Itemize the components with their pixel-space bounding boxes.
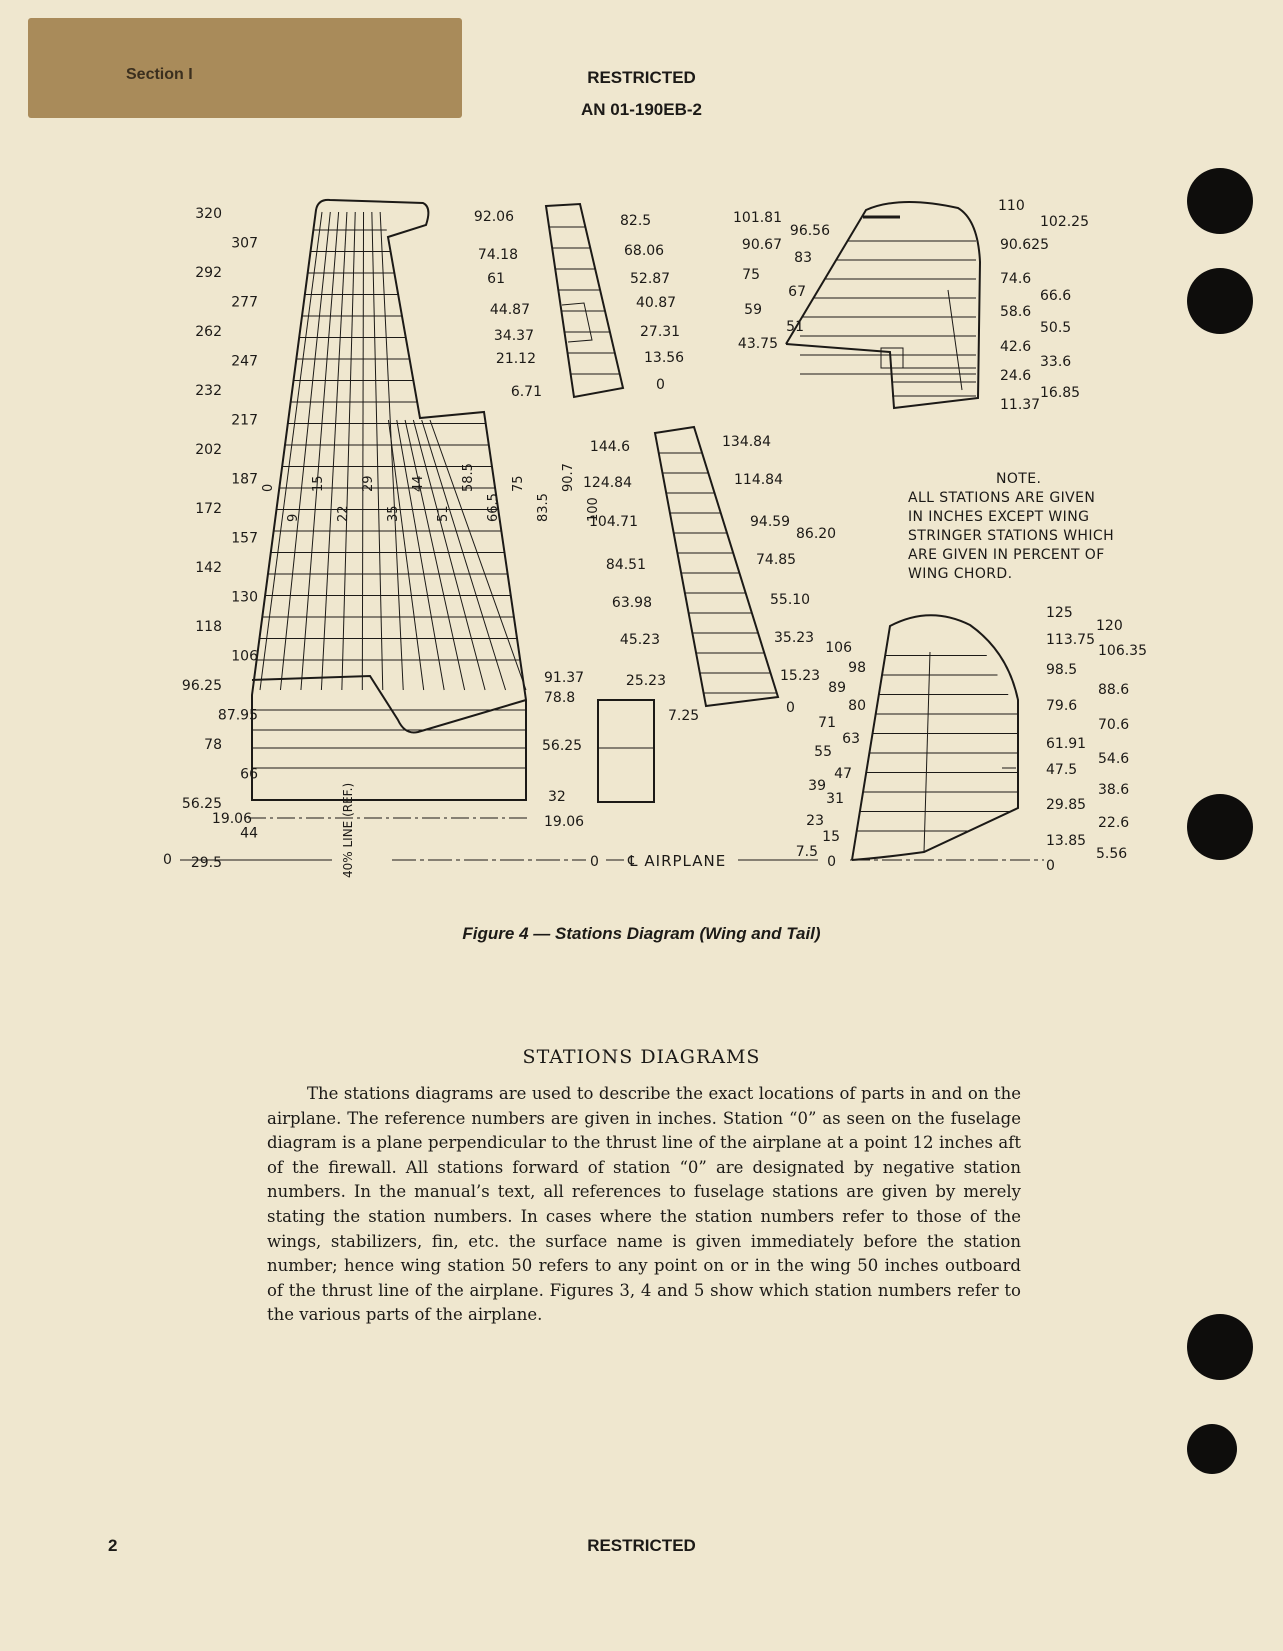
aileron-station-label: 82.5 [620,213,652,229]
fin-station-label: 16.85 [1040,385,1081,401]
chord-percent-label: 35 [386,505,401,522]
flap-section-detail [598,700,654,802]
wing-station-label: 202 [195,442,222,458]
fin-station-label: 110 [998,198,1025,214]
wing-station-label: 130 [231,589,258,606]
stabilizer-station-label: 54.6 [1098,751,1130,767]
wing-stringer [397,420,444,690]
fin-station-label: 83 [794,250,812,266]
fin-station-label: 24.6 [1000,368,1032,384]
fin-station-label: 43.75 [737,336,778,352]
stabilizer-station-label: 106 [825,640,852,656]
wing-station-label: 19.06 [544,814,585,830]
chord-percent-label: 44 [411,475,426,492]
wing-station-label: 32 [548,789,566,805]
wing-station-label: 232 [195,383,222,399]
wing-stringers [260,212,526,690]
wing-station-label: 307 [231,235,258,252]
flap-station-label: 0 [786,700,795,716]
fin-station-label: 11.37 [1000,397,1041,413]
chord-percent-label: 15 [311,475,326,492]
lower-wing-lines [252,710,526,768]
flap-station-label: 7.25 [668,708,700,724]
aileron-diagram [546,204,623,397]
stabilizer-station-label: 29.85 [1046,797,1087,813]
wing-ribs [257,230,521,660]
stabilizer-station-label: 47.5 [1046,762,1078,778]
chord-percent-label: 100 [586,497,601,522]
flap-cutout [252,676,526,733]
chord-percent-label: 51 [436,505,451,522]
aileron-station-label: 74.18 [477,247,518,263]
wing-station-label: 78 [204,737,222,753]
fin-labels [733,198,1089,413]
stabilizer-station-label: 31 [826,791,844,807]
wing-stringer [342,212,355,690]
stabilizer-station-label: 13.85 [1046,833,1087,849]
stabilizer-station-label: 88.6 [1098,682,1130,698]
wing-labels [154,206,601,871]
aileron-station-label: 21.12 [495,351,536,367]
stabilizer-station-label: 80 [848,698,866,714]
figure-note [908,470,1114,584]
wing-station-label: 87.95 [217,707,258,724]
binder-hole-4 [1187,1314,1253,1380]
stabilizer-station-label: 7.5 [795,844,818,860]
aileron-station-label: 61 [487,271,505,287]
flap-station-label: 124.84 [583,475,632,491]
wing-stringer [380,212,403,690]
stabilizer-station-label: 113.75 [1046,632,1095,648]
body-text [267,1082,1021,1328]
fin-station-label: 59 [744,302,762,318]
stabilizer-station-label: 22.6 [1098,815,1130,831]
stabilizer-station-label: 106.35 [1098,643,1147,659]
aileron-station-label: 52.87 [630,271,671,287]
wing-station-label: 29.5 [190,855,222,871]
aileron-station-label: 13.56 [644,350,685,366]
page-number: 2 [108,1536,118,1555]
stabilizer-station-label: 39 [808,778,826,794]
chord-percent-label: 58.5 [461,463,476,492]
fin-station-label: 75 [742,267,760,283]
wing-station-label: 217 [231,412,258,429]
stabilizer-station-label: 70.6 [1098,717,1130,733]
chord-percent-label: 22 [336,505,351,522]
stabilizer-station-label: 79.6 [1046,698,1078,714]
wing-stringer [260,212,322,690]
wing-station-label: 106 [231,648,258,665]
stabilizer-station-label: 15 [822,829,840,845]
wing-station-label: 157 [231,530,258,547]
note-line: IN INCHES EXCEPT WING [908,509,1090,525]
stabilizer-station-label: 47 [834,766,852,782]
aileron-station-label: 6.71 [510,384,542,400]
wing-diagram [252,200,526,800]
stabilizer-station-label: 89 [828,680,846,696]
aileron-labels [474,209,684,400]
wing-station-label: 96.25 [181,678,222,694]
fin-station-label: 101.81 [733,210,782,226]
stabilizer-station-label: 63 [842,731,860,747]
flap-station-label: 86.20 [796,526,837,542]
document-number: AN 01-190EB-2 [581,100,702,119]
chord-percent-label: 9 [286,513,301,522]
stabilizer-diagram [852,615,1018,860]
wing-station-label: 262 [195,324,222,340]
wing-stringer [362,212,363,690]
wing-stringer [388,420,423,690]
wing-station-label: 91.37 [544,670,585,686]
reference-line-label: 40% LINE (REF.) [341,782,355,878]
fin-station-label: 67 [788,284,806,300]
fin-station-label: 74.6 [1000,271,1032,287]
fin-station-label: 50.5 [1040,320,1072,336]
stabilizer-station-label: 38.6 [1098,782,1130,798]
fin-station-label: 66.6 [1040,288,1072,304]
wing-station-label: 56.25 [181,796,222,812]
chord-percent-label: 66.5 [486,493,501,522]
fin-station-label: 90.625 [1000,237,1049,253]
stabilizer-station-label: 120 [1096,618,1123,634]
centerline-label: ℄ AIRPLANE [628,852,727,870]
wing-station-label: 56.25 [542,738,583,754]
flap-station-label: 45.23 [619,632,660,648]
aileron-station-label: 0 [656,377,665,393]
note-title: NOTE. [996,471,1042,487]
stabilizer-station-label: 98.5 [1046,662,1078,678]
flap-station-label: 84.51 [605,557,646,573]
wing-station-label: 142 [195,560,222,576]
wing-stringer [430,420,526,690]
stabilizer-station-label: 0 [1046,858,1055,874]
fin-station-label: 51 [786,319,804,335]
wing-stringer [422,420,506,690]
aileron-station-label: 27.31 [640,324,681,340]
flap-station-label: 114.84 [734,472,783,488]
baseline-zero: 0 [163,852,172,868]
aileron-station-label: 44.87 [489,302,530,318]
binder-hole-5 [1187,1424,1237,1474]
flap-station-label: 104.71 [589,514,638,530]
centerline-zero: 0 [590,854,599,870]
flap-station-label: 74.85 [756,552,797,568]
wing-station-label: 118 [195,619,222,635]
stabilizer-labels [796,605,1147,874]
classification-header: RESTRICTED [587,68,696,87]
stabilizer-station-label: 61.91 [1046,736,1087,752]
fin-station-label: 102.25 [1040,214,1089,230]
wing-station-label: 292 [195,265,222,281]
wing-station-label: 187 [231,471,258,488]
wing-station-label: 172 [195,501,222,517]
flap-station-label: 63.98 [611,595,652,611]
fin-station-label: 42.6 [1000,339,1032,355]
fin-station-label: 90.67 [741,237,782,253]
fin-station-label: 33.6 [1040,354,1072,370]
wing-station-label: 19.06 [211,811,252,827]
wing-stringer [321,212,347,690]
section-title: STATIONS DIAGRAMS [522,1046,761,1068]
wing-station-label: 320 [195,206,222,222]
wing-station-label: 78.8 [544,690,576,706]
stabilizer-station-label: 98 [848,660,866,676]
stabilizer-station-label: 125 [1046,605,1073,621]
stabilizer-station-label: 23 [806,813,824,829]
stabilizer-station-label: 55 [814,744,832,760]
flap-station-label: 35.23 [774,630,815,646]
chord-percent-label: 83.5 [536,493,551,522]
note-line: ARE GIVEN IN PERCENT OF [908,547,1105,563]
aileron-station-label: 40.87 [636,295,677,311]
wing-station-label: 277 [231,294,258,311]
classification-footer: RESTRICTED [587,1536,696,1555]
flap-station-label: 55.10 [770,592,811,608]
flap-station-label: 15.23 [780,668,821,684]
figure-caption: Figure 4 — Stations Diagram (Wing and Tail) [462,924,821,943]
chord-percent-label: 75 [511,475,526,492]
aileron-station-label: 68.06 [624,243,665,259]
flap-station-label: 94.59 [750,514,791,530]
aileron-station-label: 34.37 [493,328,534,344]
note-line: WING CHORD. [908,566,1013,582]
wing-station-label: 66 [240,766,258,783]
chord-percent-label: 0 [261,483,276,492]
wing-station-label: 247 [231,353,258,370]
chord-percent-label: 90.7 [561,463,576,492]
aileron-station-label: 92.06 [473,209,514,225]
chord-percent-label: 29 [361,475,376,492]
wing-station-label: 44 [240,825,258,842]
body-paragraph: The stations diagrams are used to describe the exact locations of parts in and on the airplane. The reference numbers are given in inches. Station “0” as seen on the fuselage diagram is a plane perpendicular to the thrust line of the airplane at a point 12 inches aft of the firewall. All stations forward of station “0” are designated by negative station numbers. In the manual’s text, all references to fuselage stations are given by merely stating the station numbers. In cases where the station numbers refer to those of the wings, stabilizers, fin, etc. the surface name is given immediately before the station number; hence wing station 50 refers to any point on or in the wing 50 inches outboard of the thrust line of the airplane. Figures 3, 4 and 5 show which station numbers refer to the various parts of the airplane. [267,1084,1021,1325]
stabilizer-station-label: 0 [827,854,836,870]
wing-stringer [372,212,383,690]
fin-station-label: 58.6 [1000,304,1032,320]
note-line: STRINGER STATIONS WHICH [908,528,1114,544]
section-label: Section I [126,66,193,83]
stabilizer-station-label: 5.56 [1096,846,1128,862]
flap-station-label: 25.23 [625,673,666,689]
note-line: ALL STATIONS ARE GIVEN [908,490,1096,506]
fin-station-label: 96.56 [789,223,830,239]
wing-stringer [413,420,485,690]
flap-station-label: 144.6 [589,439,630,455]
flap-station-label: 134.84 [722,434,771,450]
stabilizer-station-label: 71 [818,715,836,731]
wing-stringer [405,420,465,690]
